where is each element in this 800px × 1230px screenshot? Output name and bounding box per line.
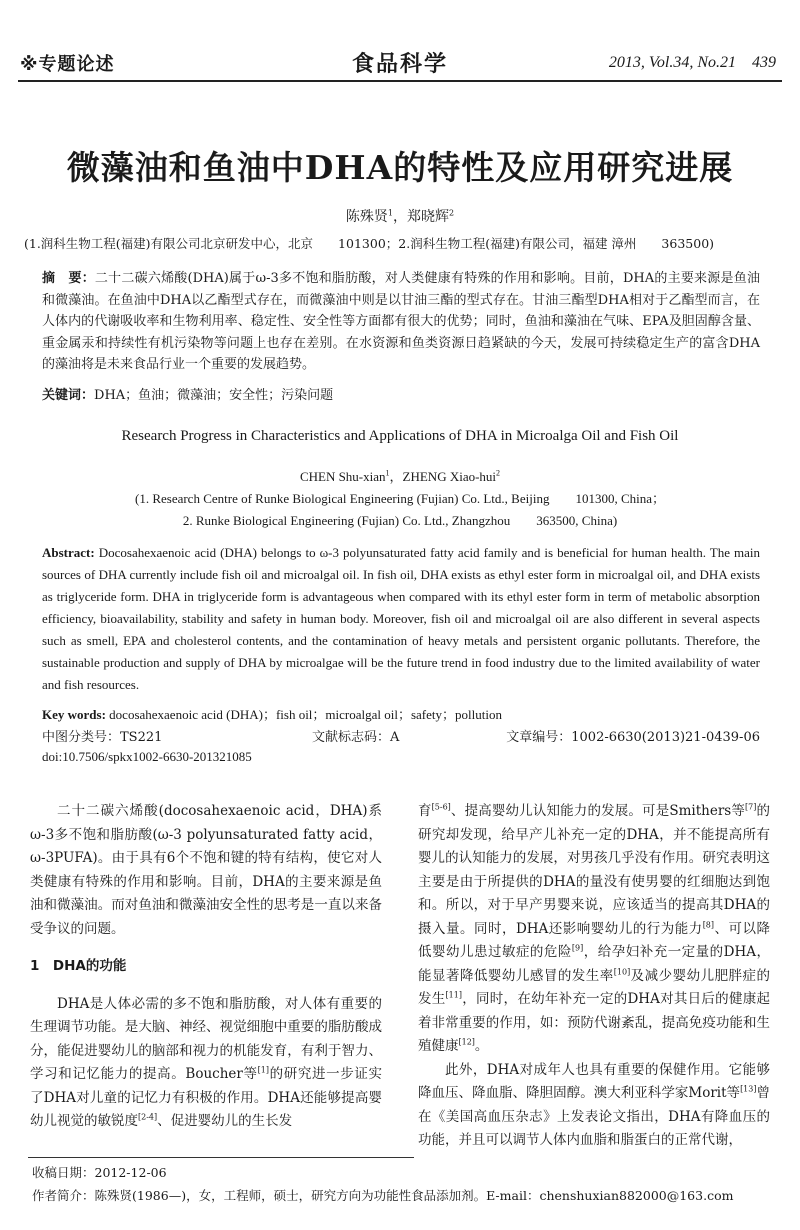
abstract-cn-text: 二十二碳六烯酸(DHA)属于ω-3多不饱和脂肪酸，对人类健康有特殊的作用和影响。目前，DHA的主要来源是鱼油和微藻油。在鱼油中DHA以乙酯型式存在，而微藻油中则是以甘油三酯的型式存在。甘油三酯型DHA相对于乙酯型而言，在人体内的代谢吸收率和生物利用率、稳定性、安全性等方面都有很大的优势；同时，鱼油和藻油在气味、EPA及胆固醇含量、重金属汞和持续性有机污染物等问题上也存在差别。在水资源和鱼类资源日趋紧缺的今天，发展可持续稳定生产的富含DHA的藻油将是未来食品行业一个重要的发展趋势。 (42, 271, 760, 372)
abstract-en (42, 542, 760, 696)
author-sup: 1 (387, 208, 393, 218)
english-author: ，ZHENG Xiao-hui (389, 469, 497, 484)
text-run: ，同时，在幼年补充一定的DHA对其日后的健康起着非常重要的作用，如：预防代谢紊乱，提高免疫功能和生殖健康 (418, 991, 770, 1054)
keywords-en-text: docosahexaenoic acid (DHA)；fish oil；microalgal oil；safety；pollution (105, 707, 502, 722)
text-run: 、可以降低婴幼儿患过敏症的危险 (418, 920, 770, 960)
section-label: ※专题论述 (20, 54, 115, 75)
citation: [7] (745, 802, 757, 812)
doi: doi:10.7506/spkx1002-6630-201321085 (42, 749, 252, 764)
page-number: 439 (752, 54, 776, 71)
citation: [1] (257, 1065, 269, 1075)
classification-row (42, 726, 760, 746)
document-code: 文献标志码：A (312, 730, 400, 745)
header-divider (18, 80, 782, 82)
body-paragraph (418, 1059, 770, 1153)
body-paragraph (418, 800, 770, 1059)
text-run: ，给孕妇补充一定量的DHA，能显著降低婴幼儿感冒的发生率 (418, 944, 770, 984)
abstract-cn (42, 268, 760, 376)
author-line (0, 206, 800, 226)
english-title: Research Progress in Characteristics and Applications of DHA in Microalga Oil and Fish Oil (121, 428, 679, 444)
article-number: 文章编号：1002-6630(2013)21-0439-06 (506, 730, 760, 745)
keywords-cn-text: DHA；鱼油；微藻油；安全性；污染问题 (94, 388, 334, 403)
english-affiliation-1: (1. Research Centre of Runke Biological Engineering (Fujian) Co. Ltd., Beijing 101300, China； (134, 491, 666, 506)
body-paragraph (30, 993, 382, 1134)
body-column-right (418, 800, 770, 1153)
english-author: CHEN Shu-xian (299, 469, 386, 484)
text-run: DHA是人体必需的多不饱和脂肪酸，对人体有重要的生理调节功能。是大脑、神经、视觉细胞中重要的脂肪酸成分，能促进婴幼儿的脑部和视力的机能发育，有利于智力、学习和记忆能力的提高。Boucher等 (30, 995, 382, 1082)
author-text: 陈殊贤 (345, 209, 388, 225)
author-sup: 2 (449, 208, 455, 218)
text-run: 的研究进一步证实了DHA对儿童的记忆力有积极的作用。DHA还能够提高婴幼儿视觉的敏锐度 (30, 1066, 382, 1129)
keywords-en (42, 704, 760, 723)
citation: [12] (458, 1037, 475, 1047)
received-date: 收稿日期：2012-12-06 (32, 1165, 167, 1180)
footnote-divider (28, 1157, 414, 1158)
english-author-sup: 2 (496, 468, 501, 478)
english-author-sup: 1 (385, 468, 390, 478)
body-column-left (30, 800, 382, 1134)
author-text: ，郑晓辉 (393, 209, 449, 225)
abstract-en-text: Docosahexaenoic acid (DHA) belongs to ω-3 polyunsaturated fatty acid family and is beneficial for human health. The main sources of DHA currently include fish oil and microalgal oil. In fish oil, DHA exists as ethyl ester form in microalgal oil, and DHA exists as triglyceride form. DHA in triglyceride form is advantageous when compared with its ethyl ester form in term of metabolic absorption efficiency, bioavailability, stability and safety in human body. Moreover, fish oil and microalgal oil are also different in several aspects such as smell, EPA and cholesterol contents, and the contamination of heavy metals and persistent organic pollutants. Therefore, the sustainable production and supply of DHA by microalgae will be the future trend in food industry due to the limited availability of water and fish resources. (42, 545, 760, 692)
keywords-en-label: Key words: (42, 707, 106, 722)
text-run: 、提高婴幼儿认知能力的发展。可是Smithers等 (450, 803, 746, 819)
citation: [11] (445, 990, 462, 1000)
abstract-cn-label: 摘 要： (42, 271, 95, 286)
paper-title: 微藻油和鱼油中DHA的特性及应用研究进展 (66, 148, 734, 187)
text-run: 及减少婴幼儿肥胖症的发生 (418, 967, 771, 1007)
citation: [2-4] (138, 1112, 158, 1122)
text-run: 的研究却发现，给早产儿补充一定的DHA，并不能提高所有婴儿的认知能力的发展，对男孩几乎没有作用。研究表明这主要是由于所提供的DHA的量没有使男婴的红细胞达到饱和。所以，对于早产男婴来说，应该适当的提高其DHA的摄入量。同时，DHA还影响婴幼儿的行为能力 (418, 803, 771, 937)
text-run: 此外，DHA对成年人也具有重要的保健作用。它能够降血压、降血脂、降胆固醇。澳大利亚科学家Morit等 (418, 1061, 770, 1101)
abstract-en-label: Abstract: (42, 545, 95, 560)
citation: [8] (702, 920, 715, 929)
body-paragraph: 二十二碳六烯酸(docosahexaenoic acid，DHA)系ω-3多不饱和脂肪酸(ω-3 polyunsaturated fatty acid，ω-3PUFA)。由于具有6个不饱和键的特有结构，使它对人类健康有特殊的作用和影响。目前，DHA的主要来源是鱼油和微藻油。而对鱼油和微藻油安全性的思考是一直以来备受争议的问题。 (30, 803, 382, 937)
keywords-cn (42, 384, 760, 403)
clc-number: 中图分类号：TS221 (42, 730, 163, 745)
citation: [9] (571, 943, 584, 953)
keywords-cn-label: 关键词： (42, 388, 95, 403)
citation: [13] (740, 1084, 757, 1094)
text-run: 育 (418, 803, 432, 819)
citation: [5-6] (431, 802, 451, 812)
text-run: 。 (474, 1038, 489, 1054)
english-affiliation-2: 2. Runke Biological Engineering (Fujian) Co. Ltd., Zhangzhou 363500, China) (182, 513, 618, 528)
english-authors (0, 466, 800, 485)
issue-text: 2013, Vol.34, No.21 (608, 54, 736, 71)
text-run: 、促进婴幼儿的生长发 (157, 1113, 293, 1129)
journal-name: 食品科学 (351, 52, 448, 77)
author-bio: 作者简介：陈殊贤(1986—)，女，工程师，硕士，研究方向为功能性食品添加剂。E-mail：chenshuxian882000@163.com (32, 1188, 734, 1203)
issue-info (609, 54, 776, 72)
section-heading: 1 DHA的功能 (30, 958, 127, 974)
affiliation: (1.润科生物工程(福建)有限公司北京研发中心，北京 101300；2.润科生物工程(福建)有限公司，福建 漳州 363500) (24, 236, 715, 251)
text-run: 曾在《美国高血压杂志》上发表论文指出，DHA有降血压的功能，并且可以调节人体内血脂和脂蛋白的正常代谢， (418, 1085, 771, 1148)
citation: [10] (613, 967, 631, 976)
